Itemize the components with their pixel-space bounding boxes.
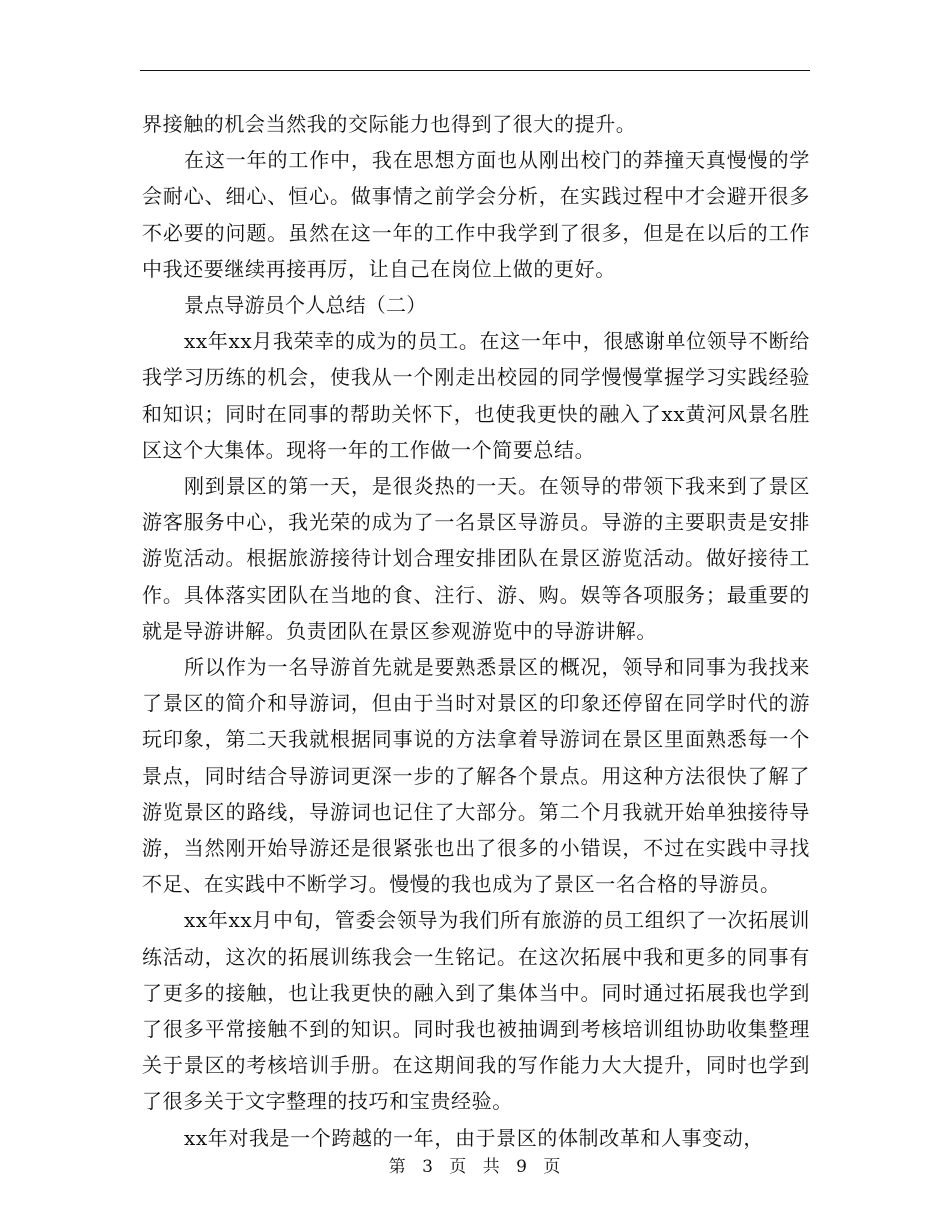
paragraph: 界接触的机会当然我的交际能力也得到了很大的提升。	[142, 112, 637, 136]
paragraph: xx年对我是一个跨越的一年，由于景区的体制改革和人事变动，	[184, 1125, 764, 1150]
total-label: 共	[482, 1157, 501, 1177]
paragraph: 刚到景区的第一天，是很炎热的一天。在领导的带领下我来到了景区游客服务中心，我光荣的成为了一名景区导游员。导游的主要职责是安排游览活动。根据旅游接待计划合理安排团队在景区游览活动。做好接待工作。具体落实团队在当地的食、注行、游、购。娱等各项服务；最重要的就是导游讲解。负责团队在景区参观游览中的导游讲解。	[142, 474, 810, 643]
document-body	[142, 106, 810, 1156]
paragraph: xx年xx月中旬，管委会领导为我们所有旅游的员工组织了一次拓展训练活动，这次的拓展训练我会一生铭记。在这次拓展中我和更多的同事有了更多的接触，也让我更快的融入到了集体当中。同时通过拓展我也学到了很多平常接触不到的知识。同时我也被抽调到考核培训组协助收集整理关于景区的考核培训手册。在这期间我的写作能力大大提升，同时也学到了很多关于文字整理的技巧和宝贵经验。	[142, 908, 810, 1114]
header-rule	[140, 70, 810, 71]
total-pages-number: 9	[516, 1157, 528, 1177]
paragraph: 所以作为一名导游首先就是要熟悉景区的概况，领导和同事为我找来了景区的简介和导游词，但由于当时对景区的印象还停留在同学时代的游玩印象，第二天我就根据同事说的方法拿着导游词在景区里面熟悉每一个景点，同时结合导游词更深一步的了解各个景点。用这种方法很快了解了游览景区的路线，导游词也记住了大部分。第二个月我就开始单独接待导游，当然刚开始导游还是很紧张也出了很多的小错误，不过在实践中寻找不足、在实践中不断学习。慢慢的我也成为了景区一名合格的导游员。	[142, 655, 810, 897]
page-label-suffix: 页	[543, 1157, 562, 1177]
page-footer	[0, 1152, 950, 1177]
paragraph: 在这一年的工作中，我在思想方面也从刚出校门的莽撞天真慢慢的学会耐心、细心、恒心。做事情之前学会分析，在实践过程中才会避开很多不必要的问题。虽然在这一年的工作中我学到了很多，但是在以后的工作中我还要继续再接再厉，让自己在岗位上做的更好。	[142, 148, 810, 281]
current-page-number: 3	[422, 1157, 434, 1177]
page-label-prefix: 第	[388, 1157, 407, 1177]
page-label-mid: 页	[449, 1157, 468, 1177]
section-subheading: 景点导游员个人总结（二）	[184, 293, 427, 318]
paragraph: xx年xx月我荣幸的成为的员工。在这一年中，很感谢单位领导不断给我学习历练的机会，使我从一个刚走出校园的同学慢慢掌握学习实践经验和知识；同时在同事的帮助关怀下，也使我更快的融入了xx黄河风景名胜区这个大集体。现将一年的工作做一个简要总结。	[142, 329, 810, 462]
